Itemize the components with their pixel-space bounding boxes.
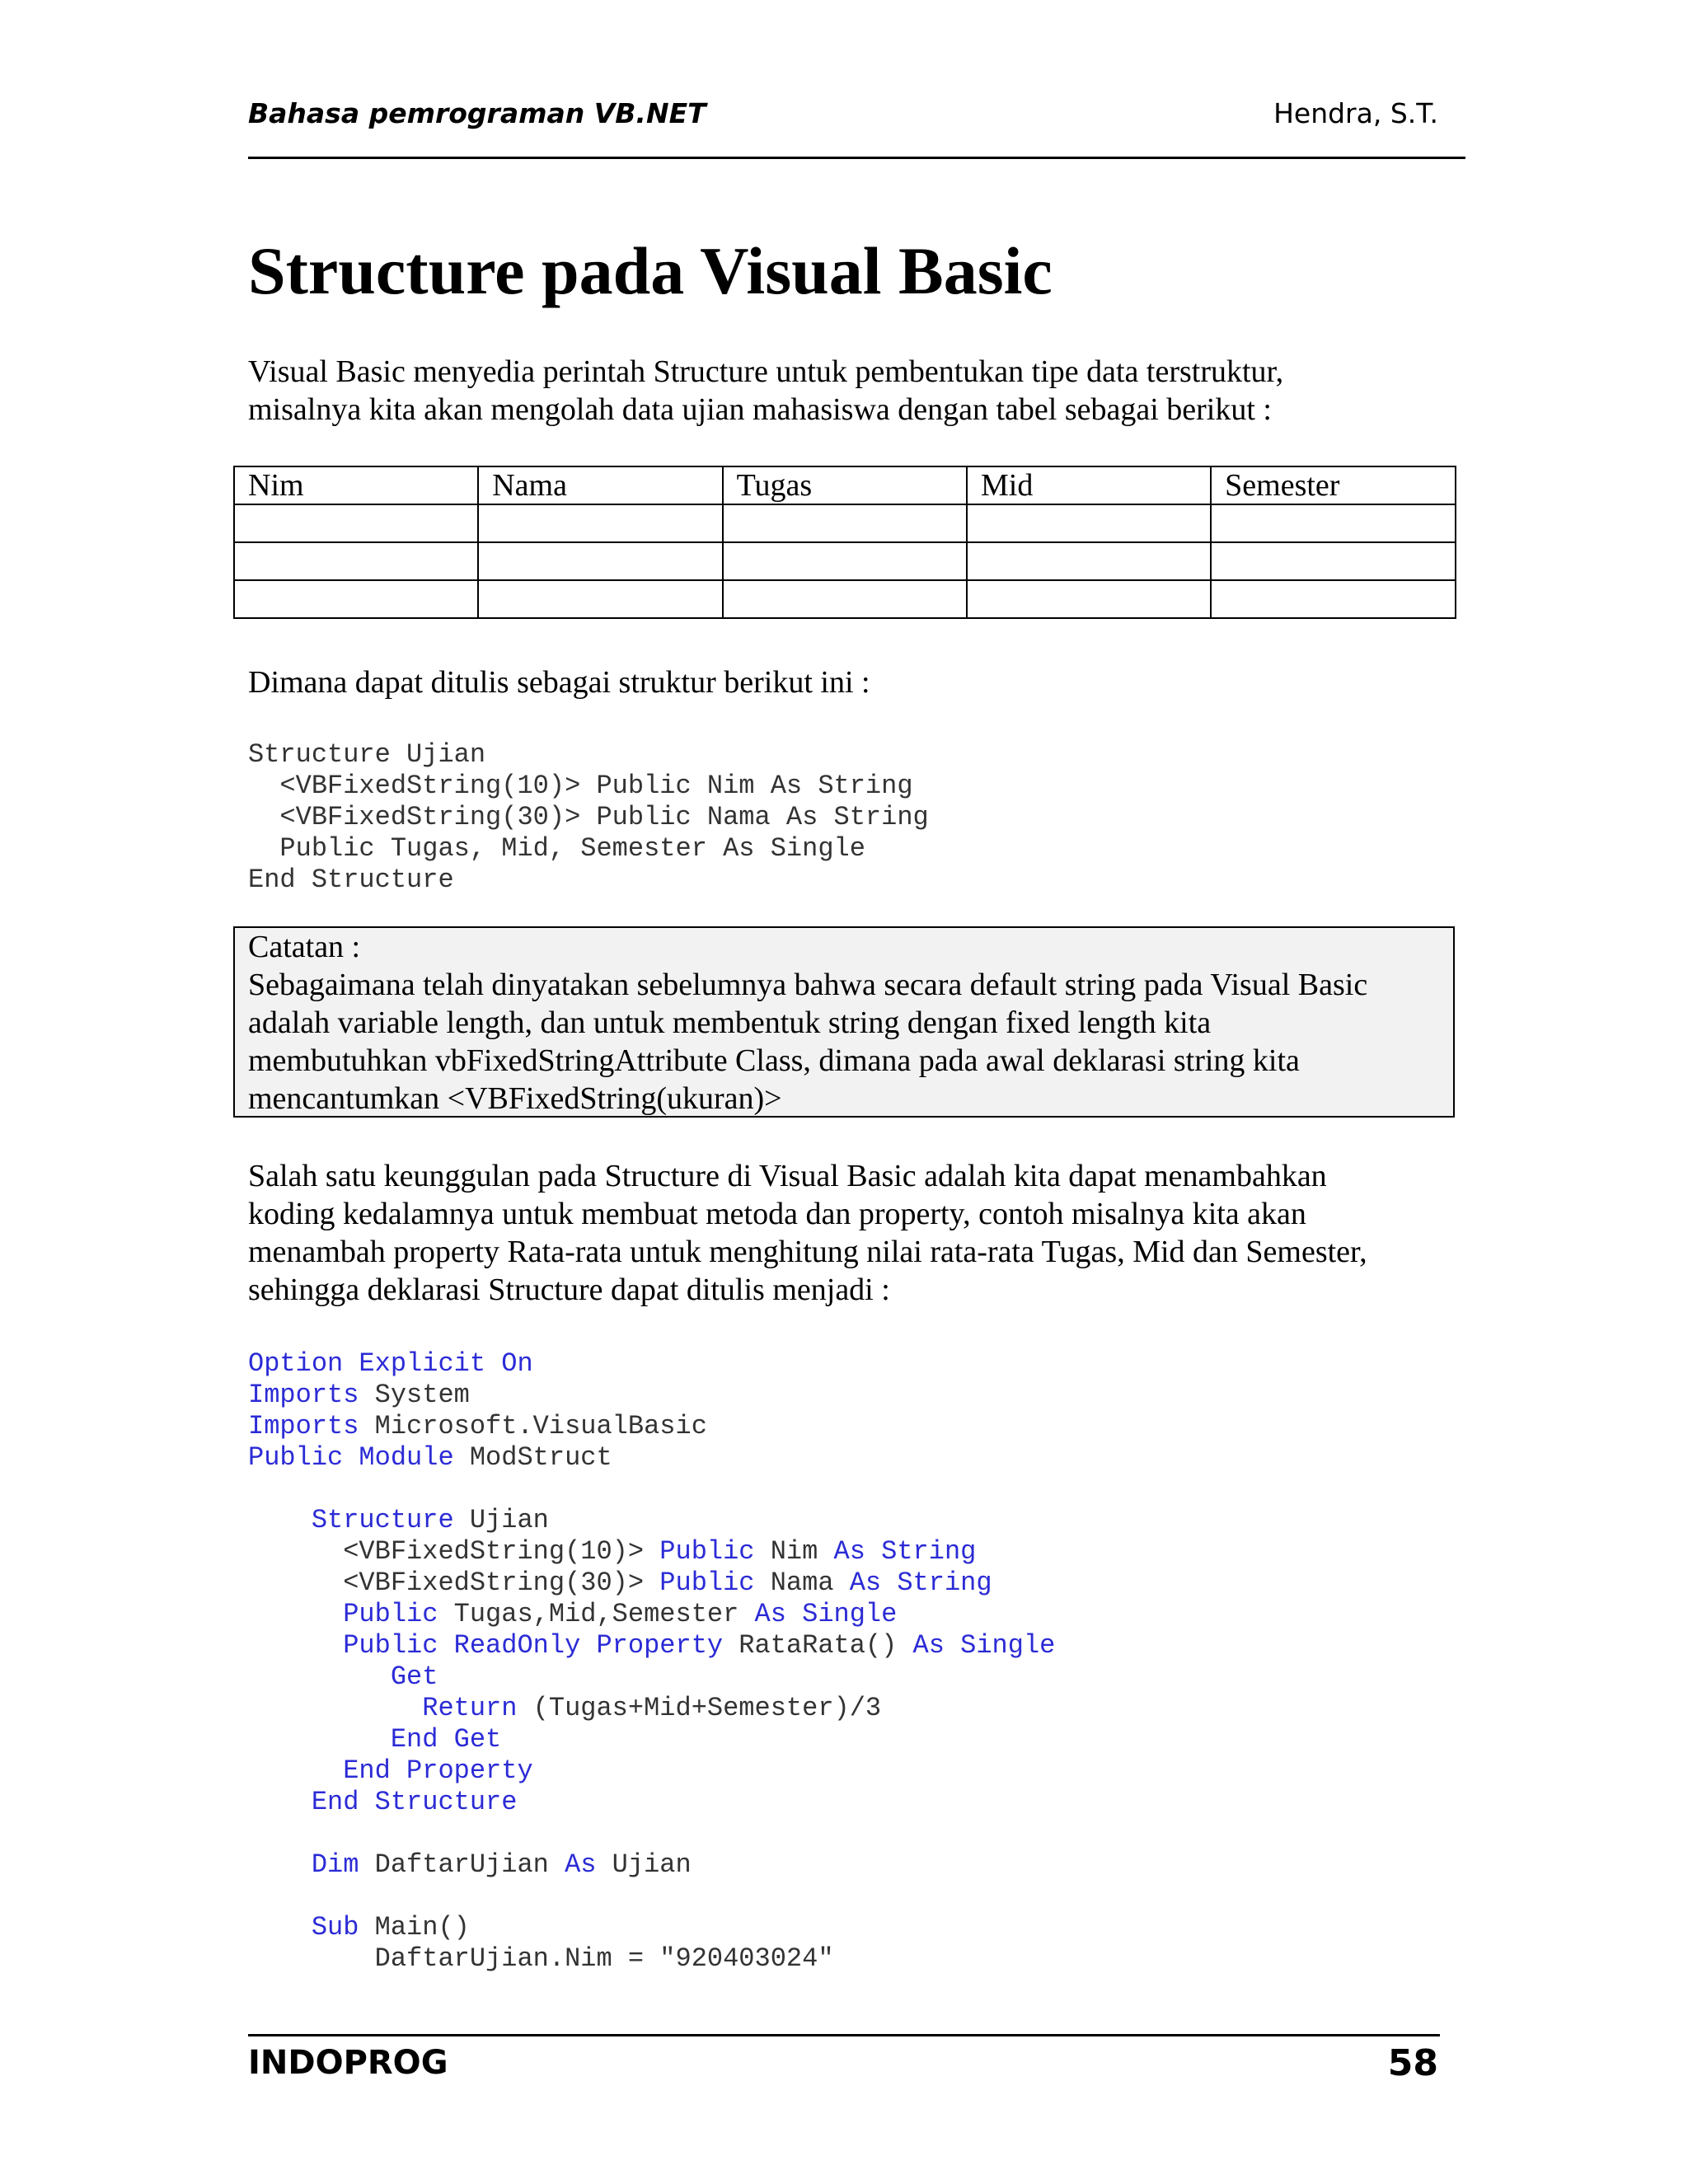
- code-keyword: As Single: [754, 1599, 898, 1629]
- table-cell: [478, 580, 722, 618]
- table-cell: [478, 504, 722, 542]
- code-line: [248, 1630, 1055, 1661]
- note-line: mencantumkan <VBFixedString(ukuran)>: [248, 1081, 782, 1116]
- code-block-structure: [248, 739, 929, 896]
- code-line: [248, 1505, 1055, 1536]
- footer-divider: [248, 2034, 1440, 2036]
- note-box: [233, 926, 1455, 1118]
- code-line: [248, 1474, 1055, 1505]
- table-cell: [967, 542, 1211, 580]
- structure-intro-line: Dimana dapat ditulis sebagai struktur berikut ini :: [248, 665, 870, 700]
- code-line: [248, 1724, 1055, 1755]
- table-cell: [967, 580, 1211, 618]
- code-keyword: Option Explicit On: [248, 1348, 533, 1379]
- table-row: [234, 542, 1456, 580]
- code-line: <VBFixedString(30)> Public Nama As String: [248, 802, 929, 832]
- code-keyword: Imports: [248, 1411, 359, 1441]
- code-keyword: As String: [833, 1536, 977, 1567]
- code-text: [248, 1661, 391, 1692]
- code-text: DaftarUjian: [359, 1849, 565, 1880]
- code-text: [248, 1630, 343, 1661]
- code-line: [248, 1912, 1055, 1943]
- code-text: DaftarUjian.Nim = "920403024": [248, 1943, 834, 1974]
- code-text: System: [359, 1380, 470, 1410]
- code-block-module: [248, 1348, 1055, 1975]
- code-text: [248, 1505, 312, 1535]
- code-line: [248, 1568, 1055, 1599]
- code-text: Tugas,Mid,Semester: [438, 1599, 755, 1629]
- code-line: [248, 1442, 1055, 1474]
- table-cell: [234, 580, 478, 618]
- code-keyword: Public: [659, 1568, 755, 1598]
- code-line: [248, 1348, 1055, 1380]
- intro-line: Visual Basic menyedia perintah Structure untuk pembentukan tipe data terstruktur,: [248, 354, 1284, 389]
- code-text: [248, 1724, 391, 1755]
- code-keyword: As String: [849, 1568, 992, 1598]
- code-text: (Tugas+Mid+Semester)/3: [517, 1693, 882, 1723]
- intro-line: misalnya kita akan mengolah data ujian mahasiswa dengan tabel sebagai berikut :: [248, 392, 1272, 427]
- code-text: Nama: [754, 1568, 850, 1598]
- code-line: [248, 1411, 1055, 1442]
- code-keyword: Get: [390, 1661, 438, 1692]
- code-keyword: End Property: [343, 1755, 533, 1786]
- code-line: End Structure: [248, 865, 454, 895]
- table-header-nim: Nim: [234, 466, 478, 504]
- code-text: Main(): [359, 1912, 470, 1943]
- code-line: [248, 1943, 1055, 1975]
- code-keyword: Sub: [311, 1912, 359, 1943]
- code-text: <VBFixedString(10)>: [248, 1536, 660, 1567]
- table-cell: [723, 580, 967, 618]
- footer-publisher: INDOPROG: [248, 2044, 448, 2082]
- code-keyword: As Single: [912, 1630, 1056, 1661]
- note-line: Sebagaimana telah dinyatakan sebelumnya bahwa secara default string pada Visual Basic: [248, 968, 1368, 1002]
- table-header-tugas: Tugas: [723, 466, 967, 504]
- code-text: Nim: [754, 1536, 834, 1567]
- note-line: adalah variable length, dan untuk membentuk string dengan fixed length kita: [248, 1005, 1212, 1040]
- paragraph-line: menambah property Rata-rata untuk menghitung nilai rata-rata Tugas, Mid dan Semester,: [248, 1235, 1367, 1269]
- exam-data-table: [233, 466, 1456, 619]
- table-header-mid: Mid: [967, 466, 1211, 504]
- table-cell: [967, 504, 1211, 542]
- code-keyword: Public Module: [248, 1442, 454, 1473]
- code-text: Ujian: [596, 1849, 692, 1880]
- header-divider: [248, 157, 1465, 159]
- code-text: [248, 1599, 343, 1629]
- table-cell: [1211, 580, 1456, 618]
- table-row: [234, 580, 1456, 618]
- paragraph-line: Salah satu keunggulan pada Structure di Visual Basic adalah kita dapat menambahkan: [248, 1159, 1327, 1193]
- structure-intro-text: [248, 663, 870, 701]
- code-line: [248, 1818, 1055, 1849]
- code-line: [248, 1787, 1055, 1818]
- code-keyword: Structure: [311, 1505, 454, 1535]
- code-keyword: Imports: [248, 1380, 359, 1410]
- code-text: [248, 1755, 343, 1786]
- code-line: [248, 1755, 1055, 1787]
- table-header-semester: Semester: [1211, 466, 1456, 504]
- code-line: [248, 1849, 1055, 1881]
- page-number: 58: [1387, 2042, 1438, 2084]
- code-line: [248, 1661, 1055, 1693]
- note-title: Catatan :: [248, 930, 361, 964]
- code-text: <VBFixedString(30)>: [248, 1568, 660, 1598]
- table-cell: [478, 542, 722, 580]
- note-line: membutuhkan vbFixedStringAttribute Class, dimana pada awal deklarasi string kita: [248, 1043, 1300, 1078]
- code-line: [248, 1380, 1055, 1411]
- code-keyword: As: [565, 1849, 597, 1880]
- code-keyword: Dim: [311, 1849, 359, 1880]
- table-cell: [234, 542, 478, 580]
- table-cell: [1211, 504, 1456, 542]
- code-text: [248, 1787, 312, 1817]
- code-keyword: Public ReadOnly Property: [343, 1630, 724, 1661]
- table-row: [234, 504, 1456, 542]
- code-line: [248, 1881, 1055, 1912]
- code-line: Structure Ujian: [248, 739, 486, 770]
- table-header-nama: Nama: [478, 466, 722, 504]
- code-line: [248, 1693, 1055, 1724]
- code-text: Ujian: [453, 1505, 549, 1535]
- table-cell: [234, 504, 478, 542]
- table-cell: [1211, 542, 1456, 580]
- table-cell: [723, 542, 967, 580]
- code-text: RataRata(): [723, 1630, 913, 1661]
- intro-paragraph: [248, 353, 1283, 429]
- header-book-title: Bahasa pemrograman VB.NET: [248, 97, 706, 129]
- paragraph-structure-features: [248, 1157, 1367, 1309]
- note-text: [248, 928, 1367, 1118]
- code-text: [248, 1849, 312, 1880]
- table-cell: [723, 504, 967, 542]
- code-text: Microsoft.VisualBasic: [359, 1411, 707, 1441]
- code-keyword: Public: [659, 1536, 755, 1567]
- code-keyword: Public: [343, 1599, 438, 1629]
- code-line: Public Tugas, Mid, Semester As Single: [248, 833, 865, 864]
- header-author: Hendra, S.T.: [1273, 97, 1438, 129]
- code-line: [248, 1599, 1055, 1630]
- code-keyword: End Structure: [311, 1787, 518, 1817]
- code-line: [248, 1536, 1055, 1568]
- code-text: [248, 1693, 422, 1723]
- code-keyword: End Get: [390, 1724, 502, 1755]
- code-text: [248, 1912, 312, 1943]
- code-text: ModStruct: [453, 1442, 612, 1473]
- code-line: <VBFixedString(10)> Public Nim As String: [248, 771, 913, 801]
- code-keyword: Return: [422, 1693, 518, 1723]
- paragraph-line: koding kedalamnya untuk membuat metoda dan property, contoh misalnya kita akan: [248, 1197, 1306, 1231]
- page-title: Structure pada Visual Basic: [248, 233, 1053, 308]
- paragraph-line: sehingga deklarasi Structure dapat ditulis menjadi :: [248, 1272, 890, 1307]
- table-header-row: [234, 466, 1456, 504]
